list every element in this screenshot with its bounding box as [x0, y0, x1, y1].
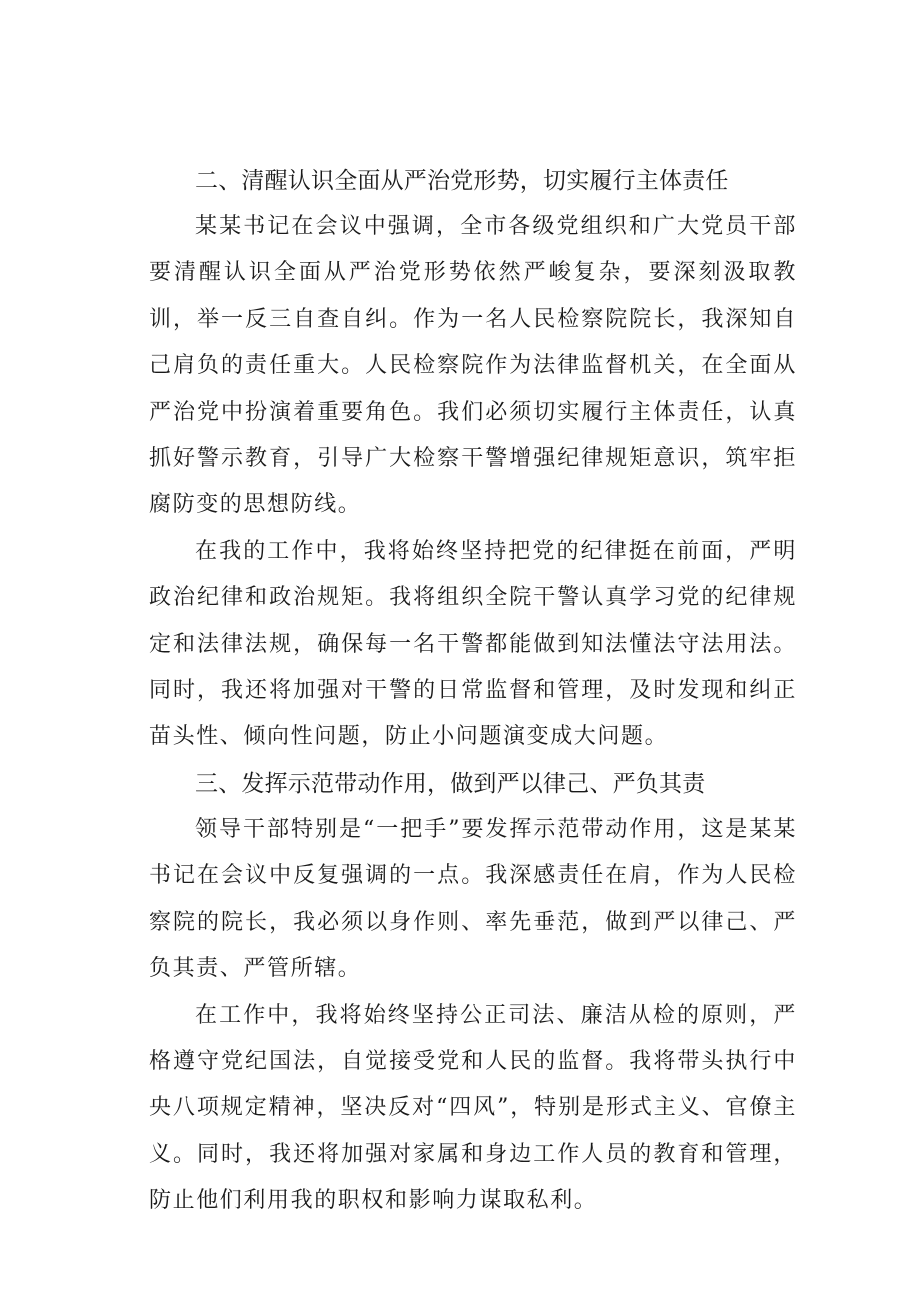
document-body [149, 158, 797, 1225]
section-2-heading: 二、清醒认识全面从严治党形势，切实履行主体责任 [195, 168, 729, 194]
section-3-paragraph-2: 在工作中，我将始终坚持公正司法、廉洁从检的原则，严格遵守党纪国法，自觉接受党和人民的监督。我将带头执行中央八项规定精神，坚决反对“四风”，特别是形式主义、官僚主义。同时，我还将加强对家属和身边工作人员的教育和管理，防止他们利用我的职权和影响力谋取私利。 [149, 1002, 797, 1214]
section-2-paragraph-2: 在我的工作中，我将始终坚持把党的纪律挺在前面，严明政治纪律和政治规矩。我将组织全院干警认真学习党的纪律规定和法律法规，确保每一名干警都能做到知法懂法守法用法。同时，我还将加强对干警的日常监督和管理，及时发现和纠正苗头性、倾向性问题，防止小问题演变成大问题。 [149, 538, 797, 750]
section-3-paragraph-1: 领导干部特别是“一把手”要发挥示范带动作用，这是某某书记在会议中反复强调的一点。我深感责任在肩，作为人民检察院的院长，我必须以身作则、率先垂范，做到严以律己、严负其责、严管所辖。 [149, 816, 797, 982]
section-2-paragraph-1: 某某书记在会议中强调，全市各级党组织和广大党员干部要清醒认识全面从严治党形势依然严峻复杂，要深刻汲取教训，举一反三自查自纠。作为一名人民检察院院长，我深知自己肩负的责任重大。人民检察院作为法律监督机关，在全面从严治党中扮演着重要角色。我们必须切实履行主体责任，认真抓好警示教育，引导广大检察干警增强纪律规矩意识，筑牢拒腐防变的思想防线。 [149, 214, 797, 518]
section-3-heading: 三、发挥示范带动作用，做到严以律己、严负其责 [195, 770, 706, 797]
